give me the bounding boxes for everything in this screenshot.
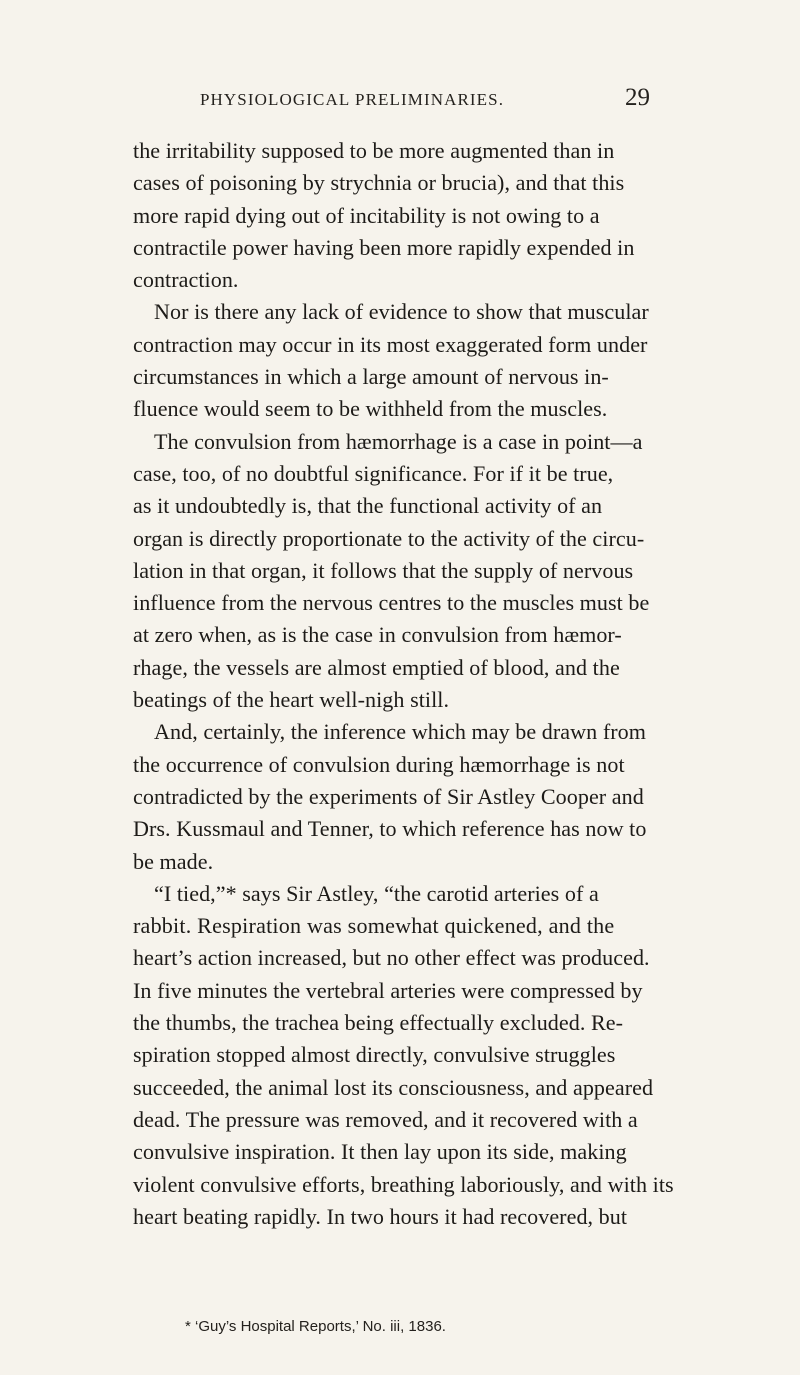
text-line: And, certainly, the inference which may be drawn from [154,719,646,745]
text-line: dead. The pressure was removed, and it recovered with a [133,1106,638,1132]
text-line: the irritability supposed to be more augmented than in [133,138,615,163]
footnote: * ‘Guy’s Hospital Reports,’ No. iii, 1836. [185,1318,446,1335]
running-head: PHYSIOLOGICAL PRELIMINARIES. [200,90,505,109]
text-line: Drs. Kussmaul and Tenner, to which reference has now to [133,816,647,842]
text-line: rabbit. Respiration was somewhat quickened, and the [133,913,615,939]
page-header [180,84,650,118]
text-line: contraction may occur in its most exaggerated form under [133,331,648,357]
text-line: The convulsion from hæmorrhage is a case in point—a [154,428,643,454]
text-line: contraction. [133,267,239,293]
text-line: Nor is there any lack of evidence to show that muscular [154,299,649,325]
text-line: circumstances in which a large amount of nervous in- [133,364,609,390]
text-line: lation in that organ, it follows that the supply of nervous [133,557,634,583]
text-line: more rapid dying out of incitability is not owing to a [133,202,600,228]
text-line: contractile power having been more rapidly expended in [133,234,635,260]
text-line: case, too, of no doubtful significance. For if it be true, [133,460,614,486]
text-line: succeeded, the animal lost its consciousness, and appeared [133,1074,654,1100]
text-line: the occurrence of convulsion during hæmorrhage is not [133,751,625,777]
text-line: organ is directly proportionate to the activity of the circu- [133,525,645,551]
body-text [133,135,674,1233]
text-line: heart’s action increased, but no other effect was produced. [133,945,650,971]
text-line: influence from the nervous centres to the muscles must be [133,590,650,616]
text-line: be made. [133,848,214,874]
text-line: the thumbs, the trachea being effectually excluded. Re- [133,1010,624,1036]
page-number: 29 [625,84,650,111]
text-line: “I tied,”* says Sir Astley, “the carotid arteries of a [154,880,599,906]
text-line: violent convulsive efforts, breathing laboriously, and with its [133,1171,674,1197]
text-line: at zero when, as is the case in convulsion from hæmor- [133,622,622,648]
text-line: cases of poisoning by strychnia or brucia), and that this [133,170,625,196]
text-line: contradicted by the experiments of Sir Astley Cooper and [133,783,644,809]
text-line: spiration stopped almost directly, convulsive struggles [133,1042,616,1068]
text-line: convulsive inspiration. It then lay upon its side, making [133,1139,627,1165]
text-line: fluence would seem to be withheld from the muscles. [133,396,608,422]
text-line: as it undoubtedly is, that the functional activity of an [133,493,603,519]
text-line: rhage, the vessels are almost emptied of blood, and the [133,654,620,680]
text-line: In five minutes the vertebral arteries were compressed by [133,977,643,1003]
text-line: heart beating rapidly. In two hours it had recovered, but [133,1203,628,1229]
text-line: beatings of the heart well-nigh still. [133,687,450,713]
